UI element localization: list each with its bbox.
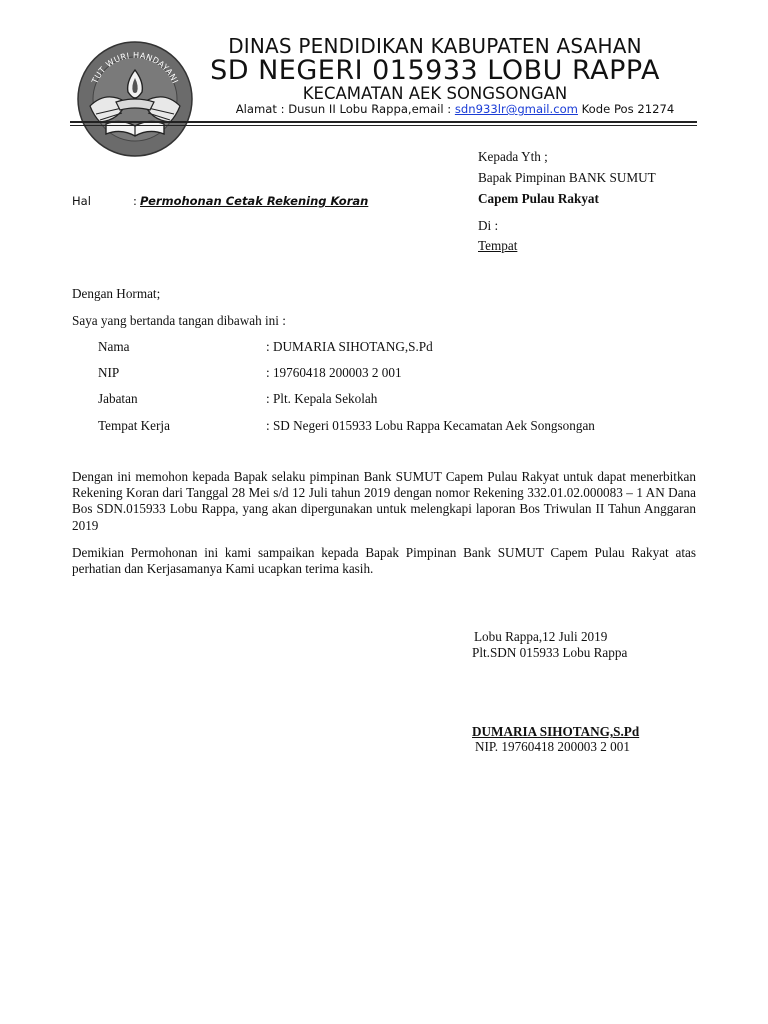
recipient-salutation: Kepada Yth ; bbox=[478, 149, 548, 164]
recipient-title: Bapak Pimpinan BANK SUMUT bbox=[478, 170, 656, 185]
signature-name: DUMARIA SIHOTANG,S.Pd bbox=[472, 724, 640, 739]
body-paragraph-request: Dengan ini memohon kepada Bapak selaku pimpinan Bank SUMUT Capem Pulau Rakyat untuk dapat menerbitkan Rekening Koran dari Tanggal 28 Mei s/d 12 Juli tahun 2019 dengan nomor Rekening 332.01.02.000083 – 1 AN Dana Bos SDN.015933 Lobu Rappa, yang akan dipergunakan untuk melengkapi laporan Bos Triwulan II Tahun Anggaran 2019 bbox=[72, 469, 696, 533]
field-value-tempat-kerja: : SD Negeri 015933 Lobu Rappa Kecamatan Aek Songsongan bbox=[266, 418, 595, 433]
recipient-place: Tempat bbox=[478, 238, 518, 253]
letterhead-district: KECAMATAN AEK SONGSONGAN bbox=[302, 84, 568, 103]
greeting: Dengan Hormat; bbox=[72, 286, 161, 301]
postal-code: Kode Pos 21274 bbox=[577, 102, 675, 116]
tut-wuri-handayani-logo bbox=[76, 40, 194, 158]
subject-label: Hal bbox=[72, 194, 91, 208]
recipient-di: Di : bbox=[478, 218, 499, 233]
letterhead-rule-thick bbox=[70, 121, 697, 123]
email-link[interactable]: sdn933lr@gmail.com bbox=[454, 102, 578, 116]
body-paragraph-closing: Demikian Permohonan ini kami sampaikan kepada Bapak Pimpinan Bank SUMUT Capem Pulau Rakyat atas perhatian dan Kerjasamanya Kami ucapkan terima kasih. bbox=[72, 545, 696, 577]
field-label-nip: NIP bbox=[98, 365, 120, 380]
letterhead-agency: DINAS PENDIDIKAN KABUPATEN ASAHAN bbox=[228, 34, 642, 58]
letterhead-rule-thin bbox=[70, 125, 697, 126]
subject-text: Permohonan Cetak Rekening Koran bbox=[140, 194, 369, 208]
letterhead-school-name: SD NEGERI 015933 LOBU RAPPA bbox=[210, 55, 660, 86]
intro-line: Saya yang bertanda tangan dibawah ini : bbox=[72, 313, 286, 328]
field-label-jabatan: Jabatan bbox=[98, 391, 138, 406]
field-value-jabatan: : Plt. Kepala Sekolah bbox=[266, 391, 378, 406]
field-label-nama: Nama bbox=[98, 339, 130, 354]
letterhead-address bbox=[210, 102, 700, 116]
address-text: Alamat : Dusun II Lobu Rappa,email : bbox=[235, 102, 455, 116]
recipient-branch: Capem Pulau Rakyat bbox=[478, 191, 599, 206]
signature-nip: NIP. 19760418 200003 2 001 bbox=[475, 739, 630, 754]
signature-place-date: Lobu Rappa,12 Juli 2019 bbox=[474, 629, 608, 644]
field-label-tempat-kerja: Tempat Kerja bbox=[98, 418, 170, 433]
signature-position: Plt.SDN 015933 Lobu Rappa bbox=[472, 645, 628, 660]
subject-colon: : bbox=[133, 194, 137, 208]
field-value-nama: : DUMARIA SIHOTANG,S.Pd bbox=[266, 339, 433, 354]
logo-motto-text: TUT WURI HANDAYANI bbox=[89, 49, 181, 86]
field-value-nip: : 19760418 200003 2 001 bbox=[266, 365, 402, 380]
